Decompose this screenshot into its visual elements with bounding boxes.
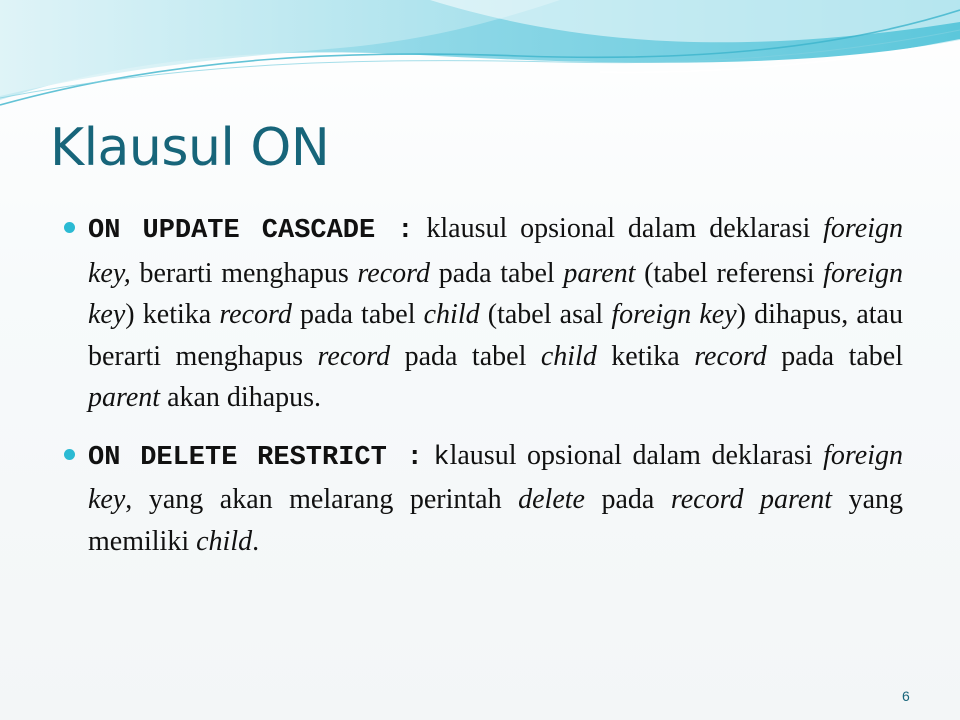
code-keyword: ON UPDATE CASCADE : — [88, 216, 414, 246]
slide-content — [60, 208, 903, 578]
slide-number: 6 — [902, 688, 910, 704]
bullet-on-update-cascade — [60, 208, 903, 419]
slide-title: Klausul ON — [50, 118, 330, 178]
bullet-text: ON DELETE RESTRICT : klausul opsional dalam deklarasi foreign key, yang akan melarang perintah delete pada record parent yang memiliki child. — [88, 439, 904, 557]
code-keyword: ON DELETE RESTRICT : — [88, 442, 423, 473]
bullet-text: ON UPDATE CASCADE : klausul opsional dalam deklarasi foreign key, berarti menghapus record pada tabel parent (tabel referensi foreign key) ketika record pada tabel child (tabel asal foreign key) dihapus, atau berarti menghapus record pada tabel child ketika record pada tabel parent akan dihapus. — [88, 213, 904, 413]
bullet-icon — [64, 222, 75, 233]
bullet-on-delete-restrict — [60, 435, 903, 563]
bullet-icon — [64, 449, 75, 460]
header-wave-decoration — [0, 0, 960, 120]
